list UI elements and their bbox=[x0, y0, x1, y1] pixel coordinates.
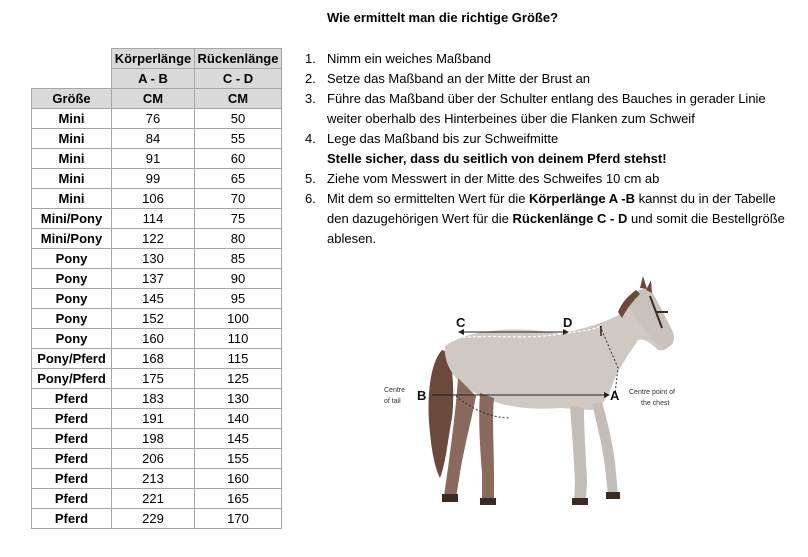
back-length-cell: 155 bbox=[195, 449, 282, 469]
step-text-bold: Stelle sicher, dass du seitlich von deinem Pferd stehst! bbox=[327, 151, 667, 166]
body-length-cell: 114 bbox=[112, 209, 195, 229]
instruction-step-line bbox=[305, 89, 805, 109]
table-row bbox=[32, 269, 282, 289]
unit-cm-back: CM bbox=[195, 89, 282, 109]
body-length-cell: 122 bbox=[112, 229, 195, 249]
instruction-step-line bbox=[305, 209, 805, 229]
step-number: 5. bbox=[305, 171, 316, 186]
table-row bbox=[32, 469, 282, 489]
body-length-cell: 91 bbox=[112, 149, 195, 169]
table-row bbox=[32, 489, 282, 509]
step-number: 4. bbox=[305, 131, 316, 146]
back-length-cell: 110 bbox=[195, 329, 282, 349]
back-length-cell: 80 bbox=[195, 229, 282, 249]
body-length-cell: 160 bbox=[112, 329, 195, 349]
table-row bbox=[32, 149, 282, 169]
table-row bbox=[32, 189, 282, 209]
step-number: 1. bbox=[305, 51, 316, 66]
label-d: D bbox=[563, 315, 573, 330]
size-cell: Mini bbox=[32, 149, 112, 169]
back-length-cell: 125 bbox=[195, 369, 282, 389]
table-row bbox=[32, 169, 282, 189]
size-cell: Mini/Pony bbox=[32, 209, 112, 229]
table-row bbox=[32, 429, 282, 449]
size-table bbox=[31, 48, 282, 529]
body-length-cell: 137 bbox=[112, 269, 195, 289]
instruction-step-line bbox=[305, 109, 805, 129]
step-text: Nimm ein weiches Maßband bbox=[327, 51, 492, 66]
step-text-bold: Rückenlänge C - D bbox=[512, 211, 628, 226]
back-length-cell: 70 bbox=[195, 189, 282, 209]
step-text: den dazugehörigen Wert für die bbox=[327, 211, 513, 226]
page-title: Wie ermittelt man die richtige Größe? bbox=[327, 10, 559, 25]
step-text: Ziehe vom Messwert in der Mitte des Schweifes 10 cm ab bbox=[327, 171, 660, 186]
table-row bbox=[32, 449, 282, 469]
chest-note-line-2: the chest bbox=[641, 400, 670, 407]
body-length-cell: 191 bbox=[112, 409, 195, 429]
size-cell: Mini bbox=[32, 109, 112, 129]
body-length-cell: 76 bbox=[112, 109, 195, 129]
size-cell: Pony bbox=[32, 309, 112, 329]
step-text: weiter oberhalb des Hinterbeines über die Flanken zum Schweif bbox=[327, 111, 695, 126]
step-text: ablesen. bbox=[327, 231, 377, 246]
body-length-cell: 206 bbox=[112, 449, 195, 469]
col-subheader-ab: A - B bbox=[112, 69, 195, 89]
table-row bbox=[32, 129, 282, 149]
back-length-cell: 55 bbox=[195, 129, 282, 149]
body-length-cell: 198 bbox=[112, 429, 195, 449]
table-row bbox=[32, 229, 282, 249]
size-cell: Pony bbox=[32, 289, 112, 309]
size-cell: Pferd bbox=[32, 489, 112, 509]
table-row bbox=[32, 349, 282, 369]
body-length-cell: 106 bbox=[112, 189, 195, 209]
body-length-cell: 84 bbox=[112, 129, 195, 149]
step-text-bold: Körperlänge A -B bbox=[529, 191, 635, 206]
back-length-cell: 65 bbox=[195, 169, 282, 189]
instruction-step-line bbox=[305, 169, 805, 189]
size-cell: Pony bbox=[32, 249, 112, 269]
size-cell: Pferd bbox=[32, 389, 112, 409]
back-length-cell: 145 bbox=[195, 429, 282, 449]
back-length-cell: 60 bbox=[195, 149, 282, 169]
col-subheader-cd: C - D bbox=[195, 69, 282, 89]
table-row bbox=[32, 109, 282, 129]
back-length-cell: 85 bbox=[195, 249, 282, 269]
label-a: A bbox=[610, 388, 620, 403]
back-length-cell: 140 bbox=[195, 409, 282, 429]
size-cell: Mini/Pony bbox=[32, 229, 112, 249]
size-cell: Pony bbox=[32, 329, 112, 349]
instruction-step-line bbox=[305, 149, 805, 169]
step-text: kannst du in der Tabelle bbox=[634, 191, 776, 206]
label-c: C bbox=[456, 315, 466, 330]
back-length-cell: 170 bbox=[195, 509, 282, 529]
back-length-cell: 130 bbox=[195, 389, 282, 409]
instruction-step-line bbox=[305, 129, 805, 149]
col-header-body-length: Körperlänge bbox=[112, 49, 195, 69]
back-length-cell: 90 bbox=[195, 269, 282, 289]
size-cell: Mini bbox=[32, 169, 112, 189]
table-row bbox=[32, 209, 282, 229]
size-cell: Mini bbox=[32, 129, 112, 149]
size-cell: Pferd bbox=[32, 509, 112, 529]
instruction-list bbox=[305, 49, 805, 249]
table-row bbox=[32, 329, 282, 349]
size-cell: Pferd bbox=[32, 449, 112, 469]
chest-note-line-1: Centre point of bbox=[629, 389, 675, 396]
step-number: 3. bbox=[305, 91, 316, 106]
back-length-cell: 160 bbox=[195, 469, 282, 489]
table-unit-row bbox=[32, 89, 282, 109]
table-row bbox=[32, 389, 282, 409]
body-length-cell: 168 bbox=[112, 349, 195, 369]
blank-cell bbox=[32, 49, 112, 69]
size-cell: Pony/Pferd bbox=[32, 369, 112, 389]
body-length-cell: 221 bbox=[112, 489, 195, 509]
step-number: 2. bbox=[305, 71, 316, 86]
instruction-step-line bbox=[305, 229, 805, 249]
unit-cm-body: CM bbox=[112, 89, 195, 109]
table-row bbox=[32, 369, 282, 389]
body-length-cell: 130 bbox=[112, 249, 195, 269]
body-length-cell: 213 bbox=[112, 469, 195, 489]
instruction-step-line bbox=[305, 69, 805, 89]
back-length-cell: 95 bbox=[195, 289, 282, 309]
step-number: 6. bbox=[305, 191, 316, 206]
step-text: Lege das Maßband bis zur Schweifmitte bbox=[327, 131, 559, 146]
size-cell: Mini bbox=[32, 189, 112, 209]
table-subheader-row bbox=[32, 69, 282, 89]
size-cell: Pferd bbox=[32, 409, 112, 429]
horse-measurement-diagram bbox=[360, 268, 700, 518]
body-length-cell: 99 bbox=[112, 169, 195, 189]
table-row bbox=[32, 509, 282, 529]
table-header-row bbox=[32, 49, 282, 69]
back-length-cell: 165 bbox=[195, 489, 282, 509]
step-text: Führe das Maßband über der Schulter entlang des Bauches in gerader Linie bbox=[327, 91, 766, 106]
body-length-cell: 229 bbox=[112, 509, 195, 529]
step-text: Mit dem so ermittelten Wert für die bbox=[327, 191, 530, 206]
blank-cell bbox=[32, 69, 112, 89]
back-length-cell: 75 bbox=[195, 209, 282, 229]
back-length-cell: 50 bbox=[195, 109, 282, 129]
size-cell: Pferd bbox=[32, 469, 112, 489]
table-row bbox=[32, 289, 282, 309]
table-row bbox=[32, 309, 282, 329]
col-header-back-length: Rückenlänge bbox=[195, 49, 282, 69]
tail-note-line-1: Centre bbox=[384, 387, 406, 394]
back-length-cell: 100 bbox=[195, 309, 282, 329]
body-length-cell: 183 bbox=[112, 389, 195, 409]
body-length-cell: 152 bbox=[112, 309, 195, 329]
body-length-cell: 145 bbox=[112, 289, 195, 309]
step-text: Setze das Maßband an der Mitte der Brust an bbox=[327, 71, 591, 86]
body-length-cell: 175 bbox=[112, 369, 195, 389]
instruction-step-line bbox=[305, 189, 805, 209]
table-row bbox=[32, 409, 282, 429]
instruction-step-line bbox=[305, 49, 805, 69]
step-text: und somit die Bestellgröße bbox=[627, 211, 785, 226]
size-cell: Pony/Pferd bbox=[32, 349, 112, 369]
table-row bbox=[32, 249, 282, 269]
back-length-cell: 115 bbox=[195, 349, 282, 369]
label-b: B bbox=[417, 388, 427, 403]
col-header-size: Größe bbox=[32, 89, 112, 109]
size-cell: Pferd bbox=[32, 429, 112, 449]
tail-note-line-2: of tail bbox=[384, 398, 401, 405]
size-cell: Pony bbox=[32, 269, 112, 289]
